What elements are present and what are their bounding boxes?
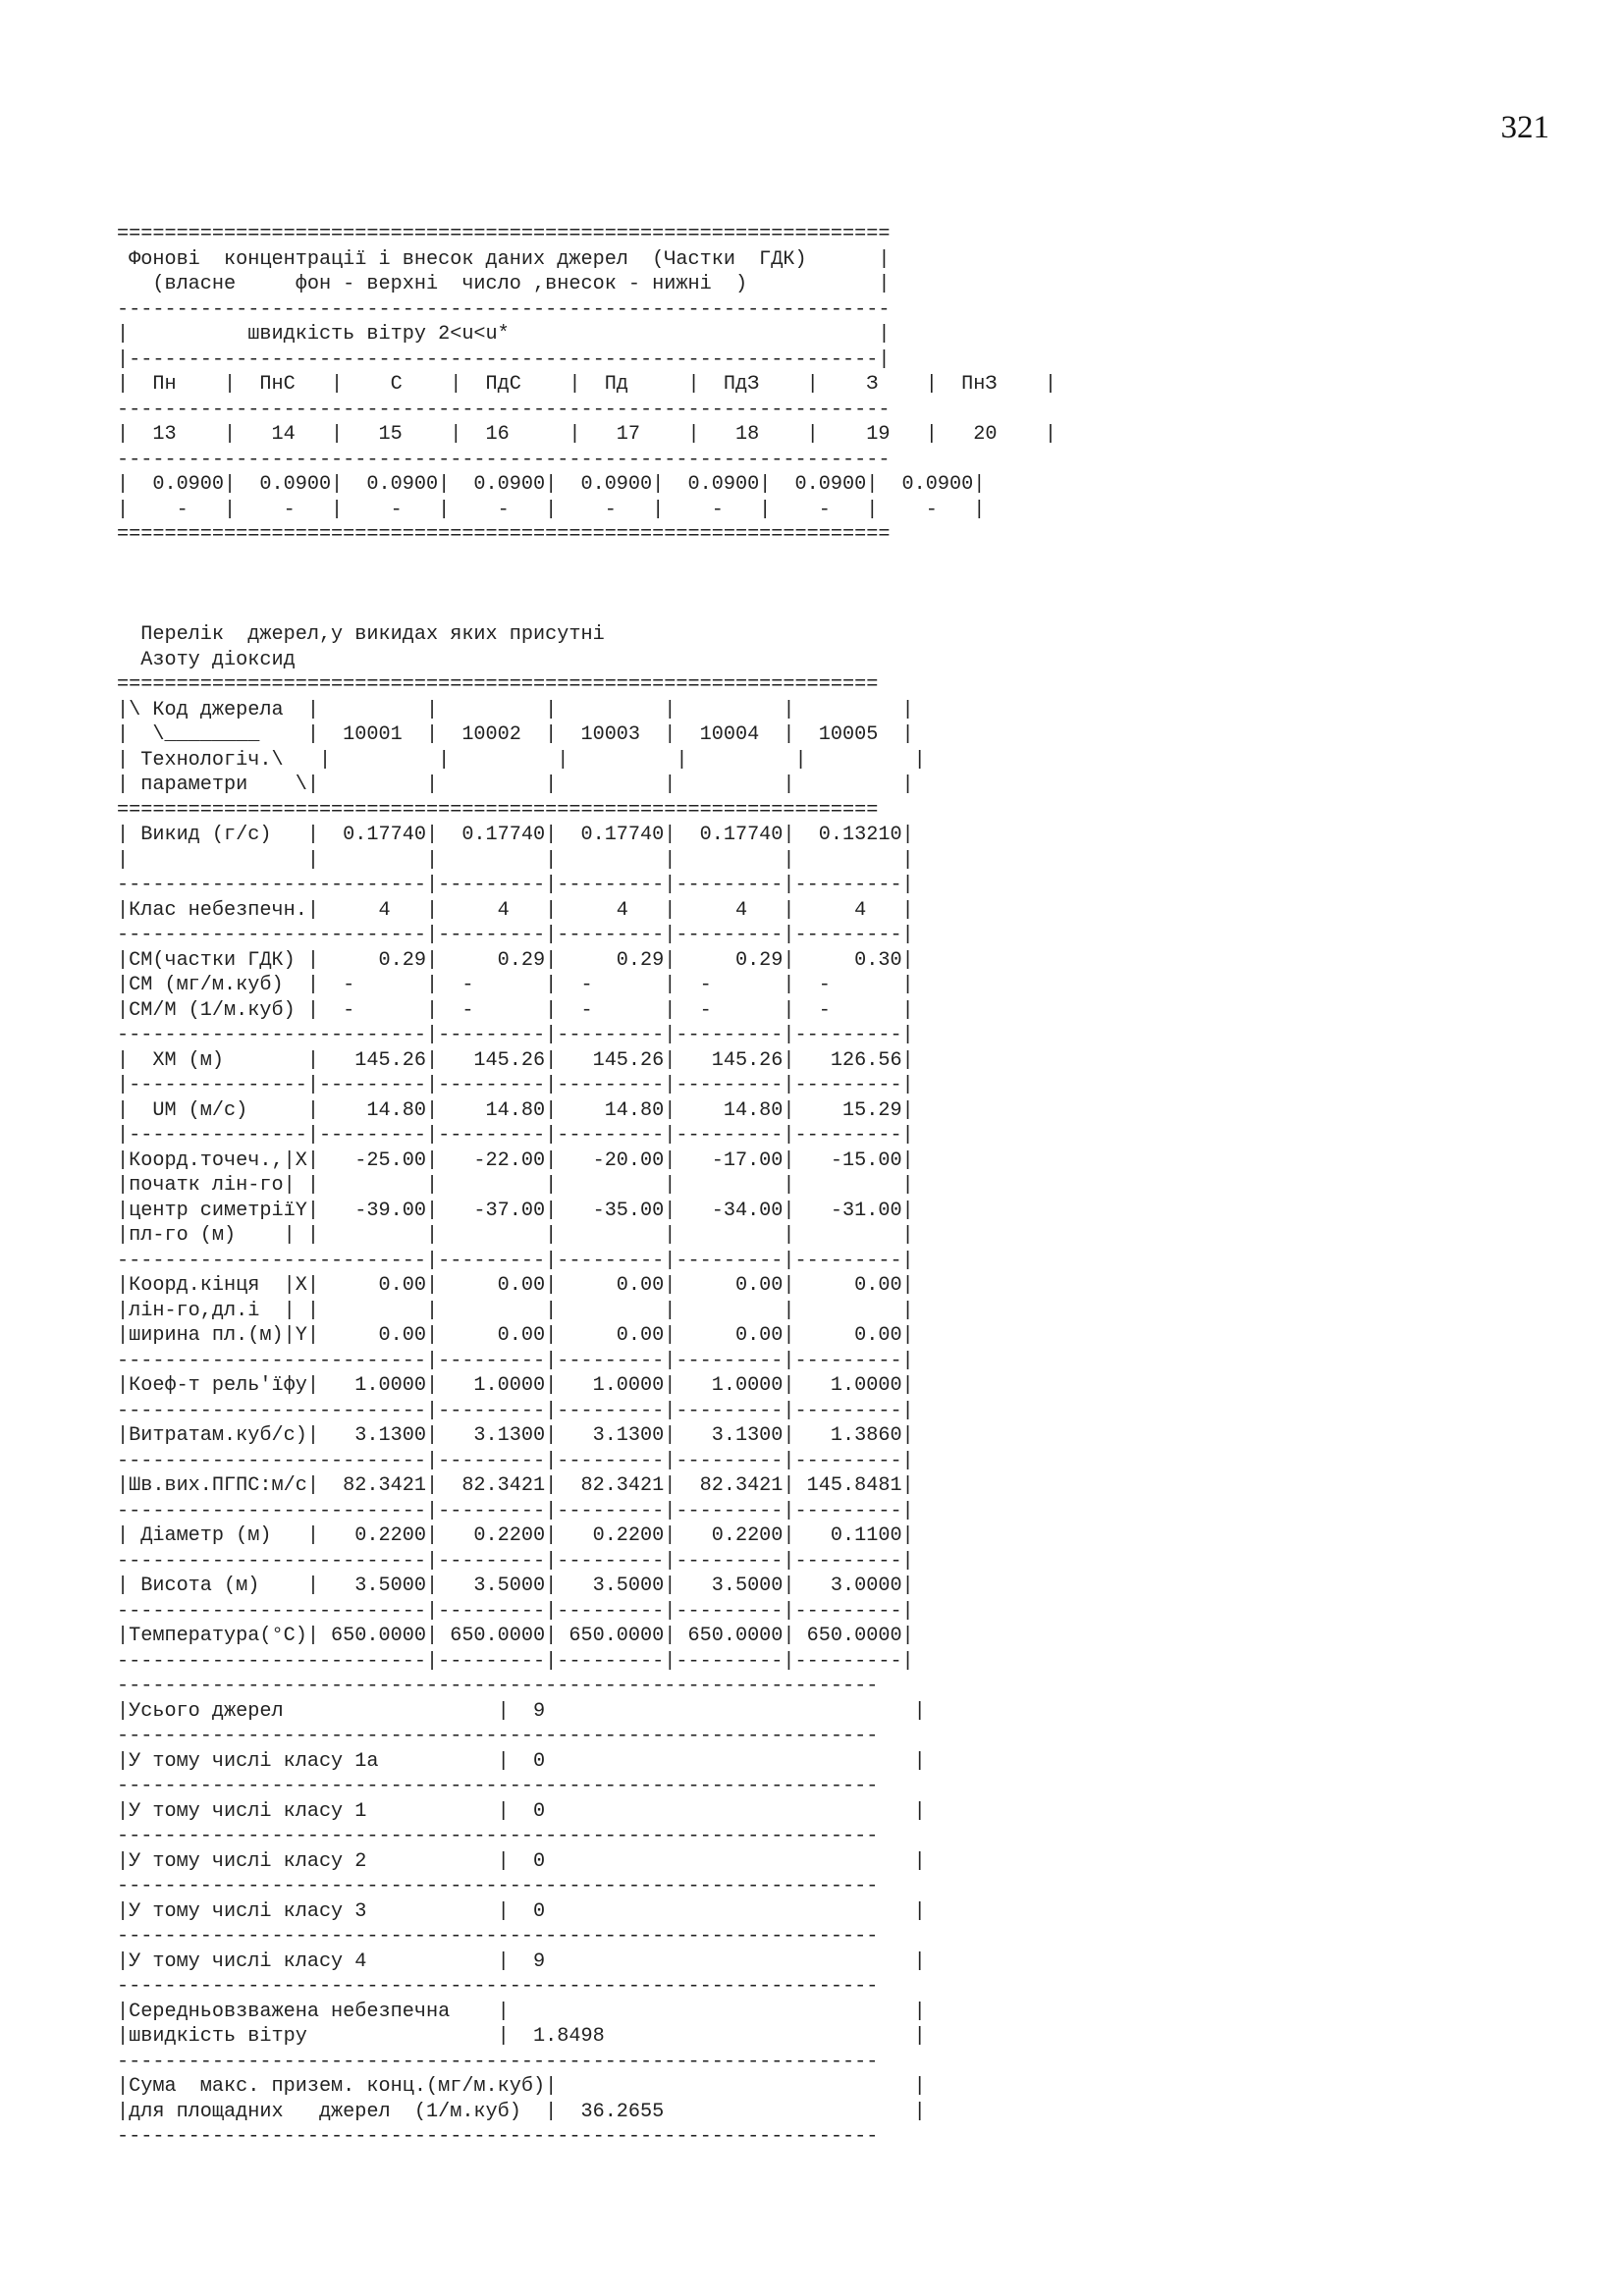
listing-line: |лін-го,дл.і | | | | | | | <box>117 1299 914 1322</box>
listing-line: --------------------------|---------|---------|---------|---------| <box>117 1499 914 1522</box>
listing-line: --------------------------|---------|---------|---------|---------| <box>117 1549 914 1573</box>
listing-line: |Коеф-т рель'їфу| 1.0000| 1.0000| 1.0000| 1.0000| 1.0000| <box>117 1374 914 1397</box>
listing-line: | \________ | 10001 | 10002 | 10003 | 10004 | 10005 | <box>117 723 914 746</box>
listing-line: --------------------------|---------|---------|---------|---------| <box>117 1024 914 1046</box>
listing-line: |Середньовзважена небезпечна | | <box>117 2000 926 2023</box>
listing-line: ---------------------------------------------------------------- <box>117 1975 879 1998</box>
listing-line: |Витратам.куб/с)| 3.1300| 3.1300| 3.1300| 3.1300| 1.3860| <box>117 1424 914 1447</box>
listing-line: ---------------------------------------------------------------- <box>117 1725 879 1747</box>
listing-line: |У тому числі класу 4 | 9 | <box>117 1949 926 1973</box>
listing-line: |Сума макс. призем. конц.(мг/м.куб)| | <box>117 2075 926 2098</box>
listing-line: |CM(частки ГДК) | 0.29| 0.29| 0.29| 0.29| 0.30| <box>117 948 914 972</box>
listing-line: --------------------------|---------|---------|---------|---------| <box>117 874 914 896</box>
listing-line: |Клас небезпечн.| 4 | 4 | 4 | 4 | 4 | <box>117 898 914 922</box>
listing-line: ----------------------------------------------------------------- <box>117 448 891 471</box>
listing-line: Азоту діоксид <box>117 648 296 671</box>
listing-line: ---------------------------------------------------------------- <box>117 1925 879 1948</box>
listing-line: | Викид (г/с) | 0.17740| 0.17740| 0.17740| 0.17740| 0.13210| <box>117 824 914 846</box>
listing-line: --------------------------|---------|---------|---------|---------| <box>117 1649 914 1673</box>
listing-line: | швидкість вітру 2<u<u* | <box>117 323 891 346</box>
listing-line: --------------------------|---------|---------|---------|---------| <box>117 1349 914 1372</box>
listing-line <box>117 548 1056 573</box>
listing-line: |пл-го (м) | | | | | | | <box>117 1224 914 1247</box>
listing-line: |центр симетріїY| -39.00| -37.00| -35.00| -34.00| -31.00| <box>117 1199 914 1222</box>
listing-line: |для площадних джерел (1/м.куб) | 36.2655 | <box>117 2100 926 2123</box>
listing-line: ---------------------------------------------------------------- <box>117 1675 879 1697</box>
listing-line: --------------------------|---------|---------|---------|---------| <box>117 1449 914 1472</box>
listing-line: | Діаметр (м) | 0.2200| 0.2200| 0.2200| 0.2200| 0.1100| <box>117 1524 914 1547</box>
listing-line: ---------------------------------------------------------------- <box>117 1825 879 1847</box>
listing-line: |ширина пл.(м)|Y| 0.00| 0.00| 0.00| 0.00| 0.00| <box>117 1324 914 1347</box>
listing-line: |У тому числі класу 3 | 0 | <box>117 1899 926 1923</box>
listing-line: |У тому числі класу 2 | 0 | <box>117 1849 926 1873</box>
listing-line: (власне фон - верхні число ,внесок - нижні ) | <box>117 273 891 295</box>
listing-line <box>117 572 1056 598</box>
listing-line: ---------------------------------------------------------------- <box>117 1875 879 1897</box>
listing-line: | 13 | 14 | 15 | 16 | 17 | 18 | 19 | 20 | <box>117 423 1057 446</box>
listing-line: ================================================================ <box>117 673 879 696</box>
page-number: 321 <box>1500 110 1549 145</box>
listing-line: ---------------------------------------------------------------- <box>117 2050 879 2073</box>
listing-line: | XM (м) | 145.26| 145.26| 145.26| 145.26| 126.56| <box>117 1048 914 1072</box>
listing-line: |Коорд.точеч.,|X| -25.00| -22.00| -20.00| -17.00| -15.00| <box>117 1148 914 1172</box>
listing-line: | Пн | ПнС | С | ПдС | Пд | ПдЗ | З | ПнЗ | <box>117 373 1057 396</box>
listing-line: |Температура(°C)| 650.0000| 650.0000| 650.0000| 650.0000| 650.0000| <box>117 1625 914 1647</box>
listing-line: ----------------------------------------------------------------- <box>117 297 891 321</box>
listing-line: ---------------------------------------------------------------- <box>117 1775 879 1797</box>
listing-line: |Коорд.кінця |X| 0.00| 0.00| 0.00| 0.00| 0.00| <box>117 1274 914 1297</box>
listing-line: | Висота (м) | 3.5000| 3.5000| 3.5000| 3.5000| 3.0000| <box>117 1575 914 1597</box>
listing-line: ================================================================= <box>117 523 891 546</box>
listing-line <box>117 598 1056 623</box>
listing-line: --------------------------|---------|---------|---------|---------| <box>117 1249 914 1272</box>
report-listing <box>117 222 1056 2150</box>
listing-line: | UM (м/с) | 14.80| 14.80| 14.80| 14.80| 15.29| <box>117 1098 914 1122</box>
listing-line: |---------------|---------|---------|---------|---------|---------| <box>117 1074 914 1096</box>
listing-line: --------------------------|---------|---------|---------|---------| <box>117 1399 914 1422</box>
listing-line: Перелік джерел,у викидах яких присутні <box>117 623 605 646</box>
listing-line: |Шв.вих.ПГПС:м/с| 82.3421| 82.3421| 82.3421| 82.3421| 145.8481| <box>117 1474 914 1497</box>
listing-line: | Технологіч.\ | | | | | | <box>117 748 926 772</box>
listing-line: --------------------------|---------|---------|---------|---------| <box>117 1599 914 1623</box>
listing-line: |---------------------------------------------------------------| <box>117 347 891 371</box>
listing-line: | - | - | - | - | - | - | - | - | <box>117 498 986 521</box>
listing-line: ----------------------------------------------------------------- <box>117 398 891 421</box>
listing-line: |У тому числі класу 1 | 0 | <box>117 1799 926 1823</box>
listing-line: ---------------------------------------------------------------- <box>117 2125 879 2148</box>
listing-line: | 0.0900| 0.0900| 0.0900| 0.0900| 0.0900| 0.0900| 0.0900| 0.0900| <box>117 473 986 496</box>
listing-line: |CM/M (1/м.куб) | - | - | - | - | - | <box>117 998 914 1022</box>
listing-line: | | | | | | | <box>117 848 914 872</box>
listing-line: |\ Код джерела | | | | | | <box>117 698 914 721</box>
listing-line: ================================================================ <box>117 798 879 822</box>
listing-line: ================================================================= <box>117 223 891 245</box>
listing-line: |CM (мг/м.куб) | - | - | - | - | - | <box>117 974 914 996</box>
listing-line: |---------------|---------|---------|---------|---------|---------| <box>117 1124 914 1147</box>
listing-line: | параметри \| | | | | | <box>117 774 914 796</box>
listing-line: --------------------------|---------|---------|---------|---------| <box>117 924 914 946</box>
listing-line: Фонові концентрації і внесок даних джерел (Частки ГДК) | <box>117 247 891 271</box>
listing-line: |початк лін-го| | | | | | | <box>117 1174 914 1197</box>
listing-line: |швидкість вітру | 1.8498 | <box>117 2025 926 2048</box>
listing-line: |Усього джерел | 9 | <box>117 1699 926 1723</box>
listing-line: |У тому числі класу 1а | 0 | <box>117 1749 926 1773</box>
